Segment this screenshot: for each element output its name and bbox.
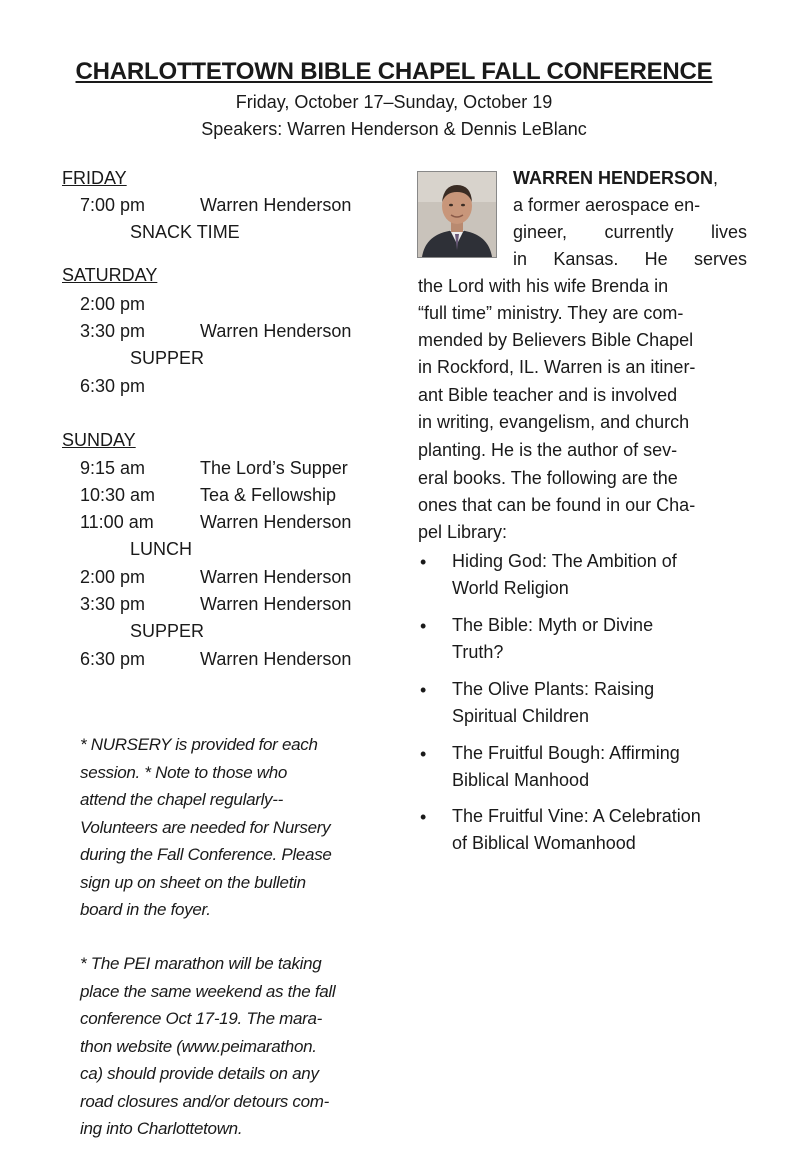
note-line: ca) should provide details on any — [80, 1064, 319, 1083]
schedule-time: 7:00 pm — [80, 195, 146, 215]
note-line: Volunteers are needed for Nursery — [80, 817, 331, 837]
bio-line: “full time” ministry. They are com- — [418, 303, 684, 323]
bio-name-line — [513, 168, 718, 189]
sunday-heading: SUNDAY — [62, 430, 136, 450]
schedule-time: 2:00 pm — [80, 567, 146, 587]
bio-line: in Rockford, IL. Warren is an itiner- — [418, 357, 696, 377]
note-line: board in the foyer. — [80, 900, 211, 919]
speaker-name: WARREN HENDERSON — [513, 168, 714, 188]
schedule-time: 11:00 am — [80, 512, 154, 532]
bullet-icon: • — [420, 552, 427, 572]
saturday-heading: SATURDAY — [62, 265, 158, 285]
note-line: place the same weekend as the fall — [80, 981, 336, 1001]
bullet-icon: • — [420, 807, 427, 827]
speaker-photo — [417, 171, 497, 258]
schedule-event: Warren Henderson — [200, 567, 352, 587]
schedule-time: 3:30 pm — [80, 594, 146, 614]
schedule-time: 3:30 pm — [80, 321, 146, 341]
schedule-time: 9:15 am — [80, 458, 146, 478]
note-line: session. * Note to those who — [80, 762, 288, 782]
schedule-event: Warren Henderson — [200, 321, 352, 341]
schedule-event: Tea & Fellowship — [200, 485, 337, 505]
bio-line — [513, 195, 747, 216]
bullet-icon: • — [420, 616, 427, 636]
bio-line: planting. He is the author of sev- — [418, 440, 678, 460]
schedule-event: Warren Henderson — [200, 512, 352, 532]
friday-heading: FRIDAY — [62, 168, 127, 188]
bullet-icon: • — [420, 744, 427, 764]
schedule-break: SUPPER — [130, 348, 205, 368]
bullet-icon: • — [420, 680, 427, 700]
book-title: Hiding God: The Ambition of — [452, 551, 677, 571]
schedule-break: SNACK TIME — [130, 222, 240, 242]
schedule-break: LUNCH — [130, 539, 193, 559]
bio-line: gineer, currently lives — [513, 222, 747, 242]
note-line: attend the chapel regularly-- — [80, 790, 283, 809]
book-title: Spiritual Children — [452, 706, 590, 726]
bio-line: in writing, evangelism, and church — [418, 412, 690, 432]
book-title: Truth? — [452, 642, 504, 662]
bio-line: mended by Believers Bible Chapel — [418, 330, 694, 350]
book-title: Biblical Manhood — [452, 770, 590, 790]
note-line: road closures and/or detours com- — [80, 1091, 330, 1111]
note-line: * The PEI marathon will be taking — [80, 954, 322, 973]
note-line: sign up on sheet on the bulletin — [80, 872, 306, 892]
book-title: The Fruitful Bough: Affirming — [452, 743, 680, 763]
book-title: of Biblical Womanhood — [452, 833, 636, 853]
conference-speakers: Speakers: Warren Henderson & Dennis LeBlanc — [201, 119, 587, 139]
bio-line: eral books. The following are the — [418, 468, 678, 488]
note-line: conference Oct 17-19. The mara- — [80, 1009, 323, 1028]
bio-line: in Kansas. He serves — [513, 249, 747, 269]
bio-line: ant Bible teacher and is involved — [418, 385, 678, 405]
marathon-note — [80, 950, 400, 1143]
schedule-break: SUPPER — [130, 621, 205, 641]
schedule-event: The Lord’s Supper — [200, 458, 348, 478]
note-line: ing into Charlottetown. — [80, 1119, 243, 1138]
conference-title: CHARLOTTETOWN BIBLE CHAPEL FALL CONFERENCE — [75, 58, 713, 85]
speaker-portrait-icon — [418, 172, 496, 257]
speaker-name-suffix: , — [713, 168, 719, 188]
schedule-time: 6:30 pm — [80, 376, 146, 396]
nursery-note — [80, 731, 400, 924]
conference-dates: Friday, October 17–Sunday, October 19 — [235, 92, 553, 112]
note-line: thon website (www.peimarathon. — [80, 1036, 317, 1056]
schedule-event: Warren Henderson — [200, 195, 352, 215]
bio-line: pel Library: — [418, 522, 508, 542]
schedule-time: 2:00 pm — [80, 294, 146, 314]
book-title: The Bible: Myth or Divine — [452, 615, 654, 635]
bio-line: the Lord with his wife Brenda in — [418, 276, 669, 296]
schedule-time: 6:30 pm — [80, 649, 146, 669]
note-line: during the Fall Conference. Please — [80, 845, 332, 864]
book-title: World Religion — [452, 578, 569, 598]
schedule-time: 10:30 am — [80, 485, 156, 505]
bio-text: a former aerospace en- — [513, 195, 701, 215]
schedule-event: Warren Henderson — [200, 649, 352, 669]
bio-line: ones that can be found in our Cha- — [418, 495, 696, 515]
note-line: * NURSERY is provided for each — [80, 735, 318, 754]
book-title: The Fruitful Vine: A Celebration — [452, 806, 701, 826]
schedule-event: Warren Henderson — [200, 594, 352, 614]
book-title: The Olive Plants: Raising — [452, 679, 655, 699]
